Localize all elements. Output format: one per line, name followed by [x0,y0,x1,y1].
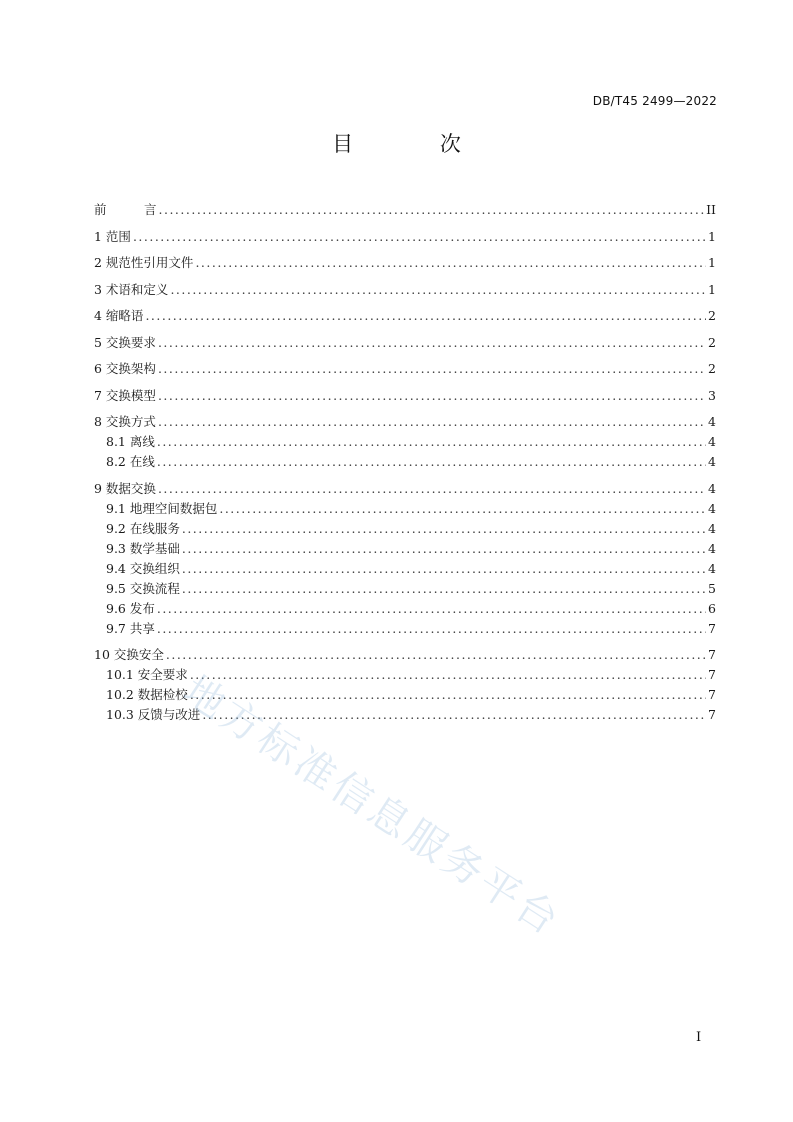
toc-leader-dots [158,412,706,432]
toc-entry-label: 4 缩略语 [94,308,144,323]
toc-entry-page: 4 [708,500,716,516]
toc-entry[interactable] [94,200,716,220]
toc-entry-label: 9.6 发布 [106,600,155,616]
toc-leader-dots [157,619,706,639]
toc-leader-dots [182,559,706,579]
toc-entry[interactable] [94,280,716,300]
toc-entry-page: 2 [708,361,716,376]
toc-entry-label: 9.5 交换流程 [106,580,180,596]
toc-entry-page: 7 [708,620,716,636]
toc-entry-page: 7 [708,647,716,662]
toc-leader-dots [182,519,706,539]
toc-leader-dots [182,579,706,599]
toc-entry-label: 前 言 [94,202,157,217]
toc-leader-dots [182,539,706,559]
toc-entry-page: 4 [708,560,716,576]
toc-subentry[interactable] [94,559,716,579]
toc-entry-page: 4 [708,520,716,536]
toc-entry-label: 8.1 离线 [106,434,155,449]
toc-leader-dots [195,253,706,273]
toc-entry-label: 3 术语和定义 [94,281,169,297]
toc-subentry[interactable] [94,599,716,619]
toc-entry[interactable] [94,227,716,247]
toc-entry[interactable] [94,306,716,326]
page-number: I [696,1030,702,1045]
toc-entry[interactable] [94,359,716,379]
toc-entry-label: 10 交换安全 [94,647,164,662]
toc-entry[interactable] [94,386,716,406]
toc-leader-dots [219,499,706,519]
toc-leader-dots [157,452,706,472]
toc-subentry[interactable] [94,619,716,639]
toc-subentry[interactable] [94,539,716,559]
toc-entry-label: 10.3 反馈与改进 [106,707,201,722]
toc-entry-label: 5 交换要求 [94,334,156,350]
toc-leader-dots [202,705,706,725]
toc-subentry[interactable] [94,499,716,519]
toc-leader-dots [133,227,706,247]
toc-leader-dots [158,479,706,499]
toc-entry-label: 9.2 在线服务 [106,520,180,536]
toc-entry-page: 1 [708,281,716,297]
toc-entry-label: 8 交换方式 [94,414,156,429]
toc-leader-dots [159,200,705,220]
toc-entry-page: 1 [708,255,716,270]
toc-entry-page: 4 [708,480,716,496]
toc-entry-page: 4 [708,414,716,429]
toc-entry-page: 6 [708,600,716,616]
toc-leader-dots [158,359,706,379]
toc-subentry[interactable] [94,519,716,539]
toc-entry-page: 7 [708,667,716,682]
toc-leader-dots [157,432,706,452]
toc-entry-page: 2 [708,308,716,323]
watermark: 地方标准信息服务平台 [175,667,570,946]
toc-subentry[interactable] [94,452,716,472]
toc-leader-dots [190,665,706,685]
toc-entry[interactable] [94,412,716,432]
toc-entry[interactable] [94,253,716,273]
toc-subentry[interactable] [94,665,716,685]
toc-entry-label: 10.2 数据检校 [106,687,188,702]
toc-entry-page: 4 [708,434,716,449]
toc-entry-page: II [706,202,716,217]
toc-entry-label: 9 数据交换 [94,480,156,496]
toc-entry-label: 10.1 安全要求 [106,667,188,682]
toc-leader-dots [145,306,706,326]
toc-entry-page: 4 [708,540,716,556]
toc-entry[interactable] [94,645,716,665]
toc-leader-dots [170,280,706,300]
toc-entry-page: 1 [708,228,716,244]
toc-entry-label: 9.4 交换组织 [106,560,180,576]
toc-entry-page: 3 [708,387,716,403]
toc-subentry[interactable] [94,705,716,725]
toc-leader-dots [157,599,706,619]
toc-leader-dots [190,685,706,705]
toc-leader-dots [158,386,706,406]
toc-leader-dots [166,645,706,665]
toc-entry-label: 2 规范性引用文件 [94,255,194,270]
toc-entry-label: 9.1 地理空间数据包 [106,500,218,516]
toc-leader-dots [158,333,706,353]
toc-subentry[interactable] [94,685,716,705]
toc-entry[interactable] [94,479,716,499]
toc-entry-label: 9.3 数学基础 [106,540,180,556]
toc-entry-page: 4 [708,454,716,469]
toc-entry-label: 7 交换模型 [94,387,156,403]
document-code: DB/T45 2499—2022 [592,94,717,108]
table-of-contents [94,200,716,725]
page-title: 目 次 [332,132,501,156]
toc-entry-label: 6 交换架构 [94,361,156,376]
toc-entry[interactable] [94,333,716,353]
toc-entry-label: 9.7 共享 [106,620,155,636]
toc-entry-page: 2 [708,334,716,350]
toc-entry-label: 8.2 在线 [106,454,155,469]
toc-subentry[interactable] [94,579,716,599]
toc-entry-page: 7 [708,707,716,722]
toc-entry-page: 7 [708,687,716,702]
toc-subentry[interactable] [94,432,716,452]
toc-entry-page: 5 [708,580,716,596]
toc-entry-label: 1 范围 [94,228,131,244]
